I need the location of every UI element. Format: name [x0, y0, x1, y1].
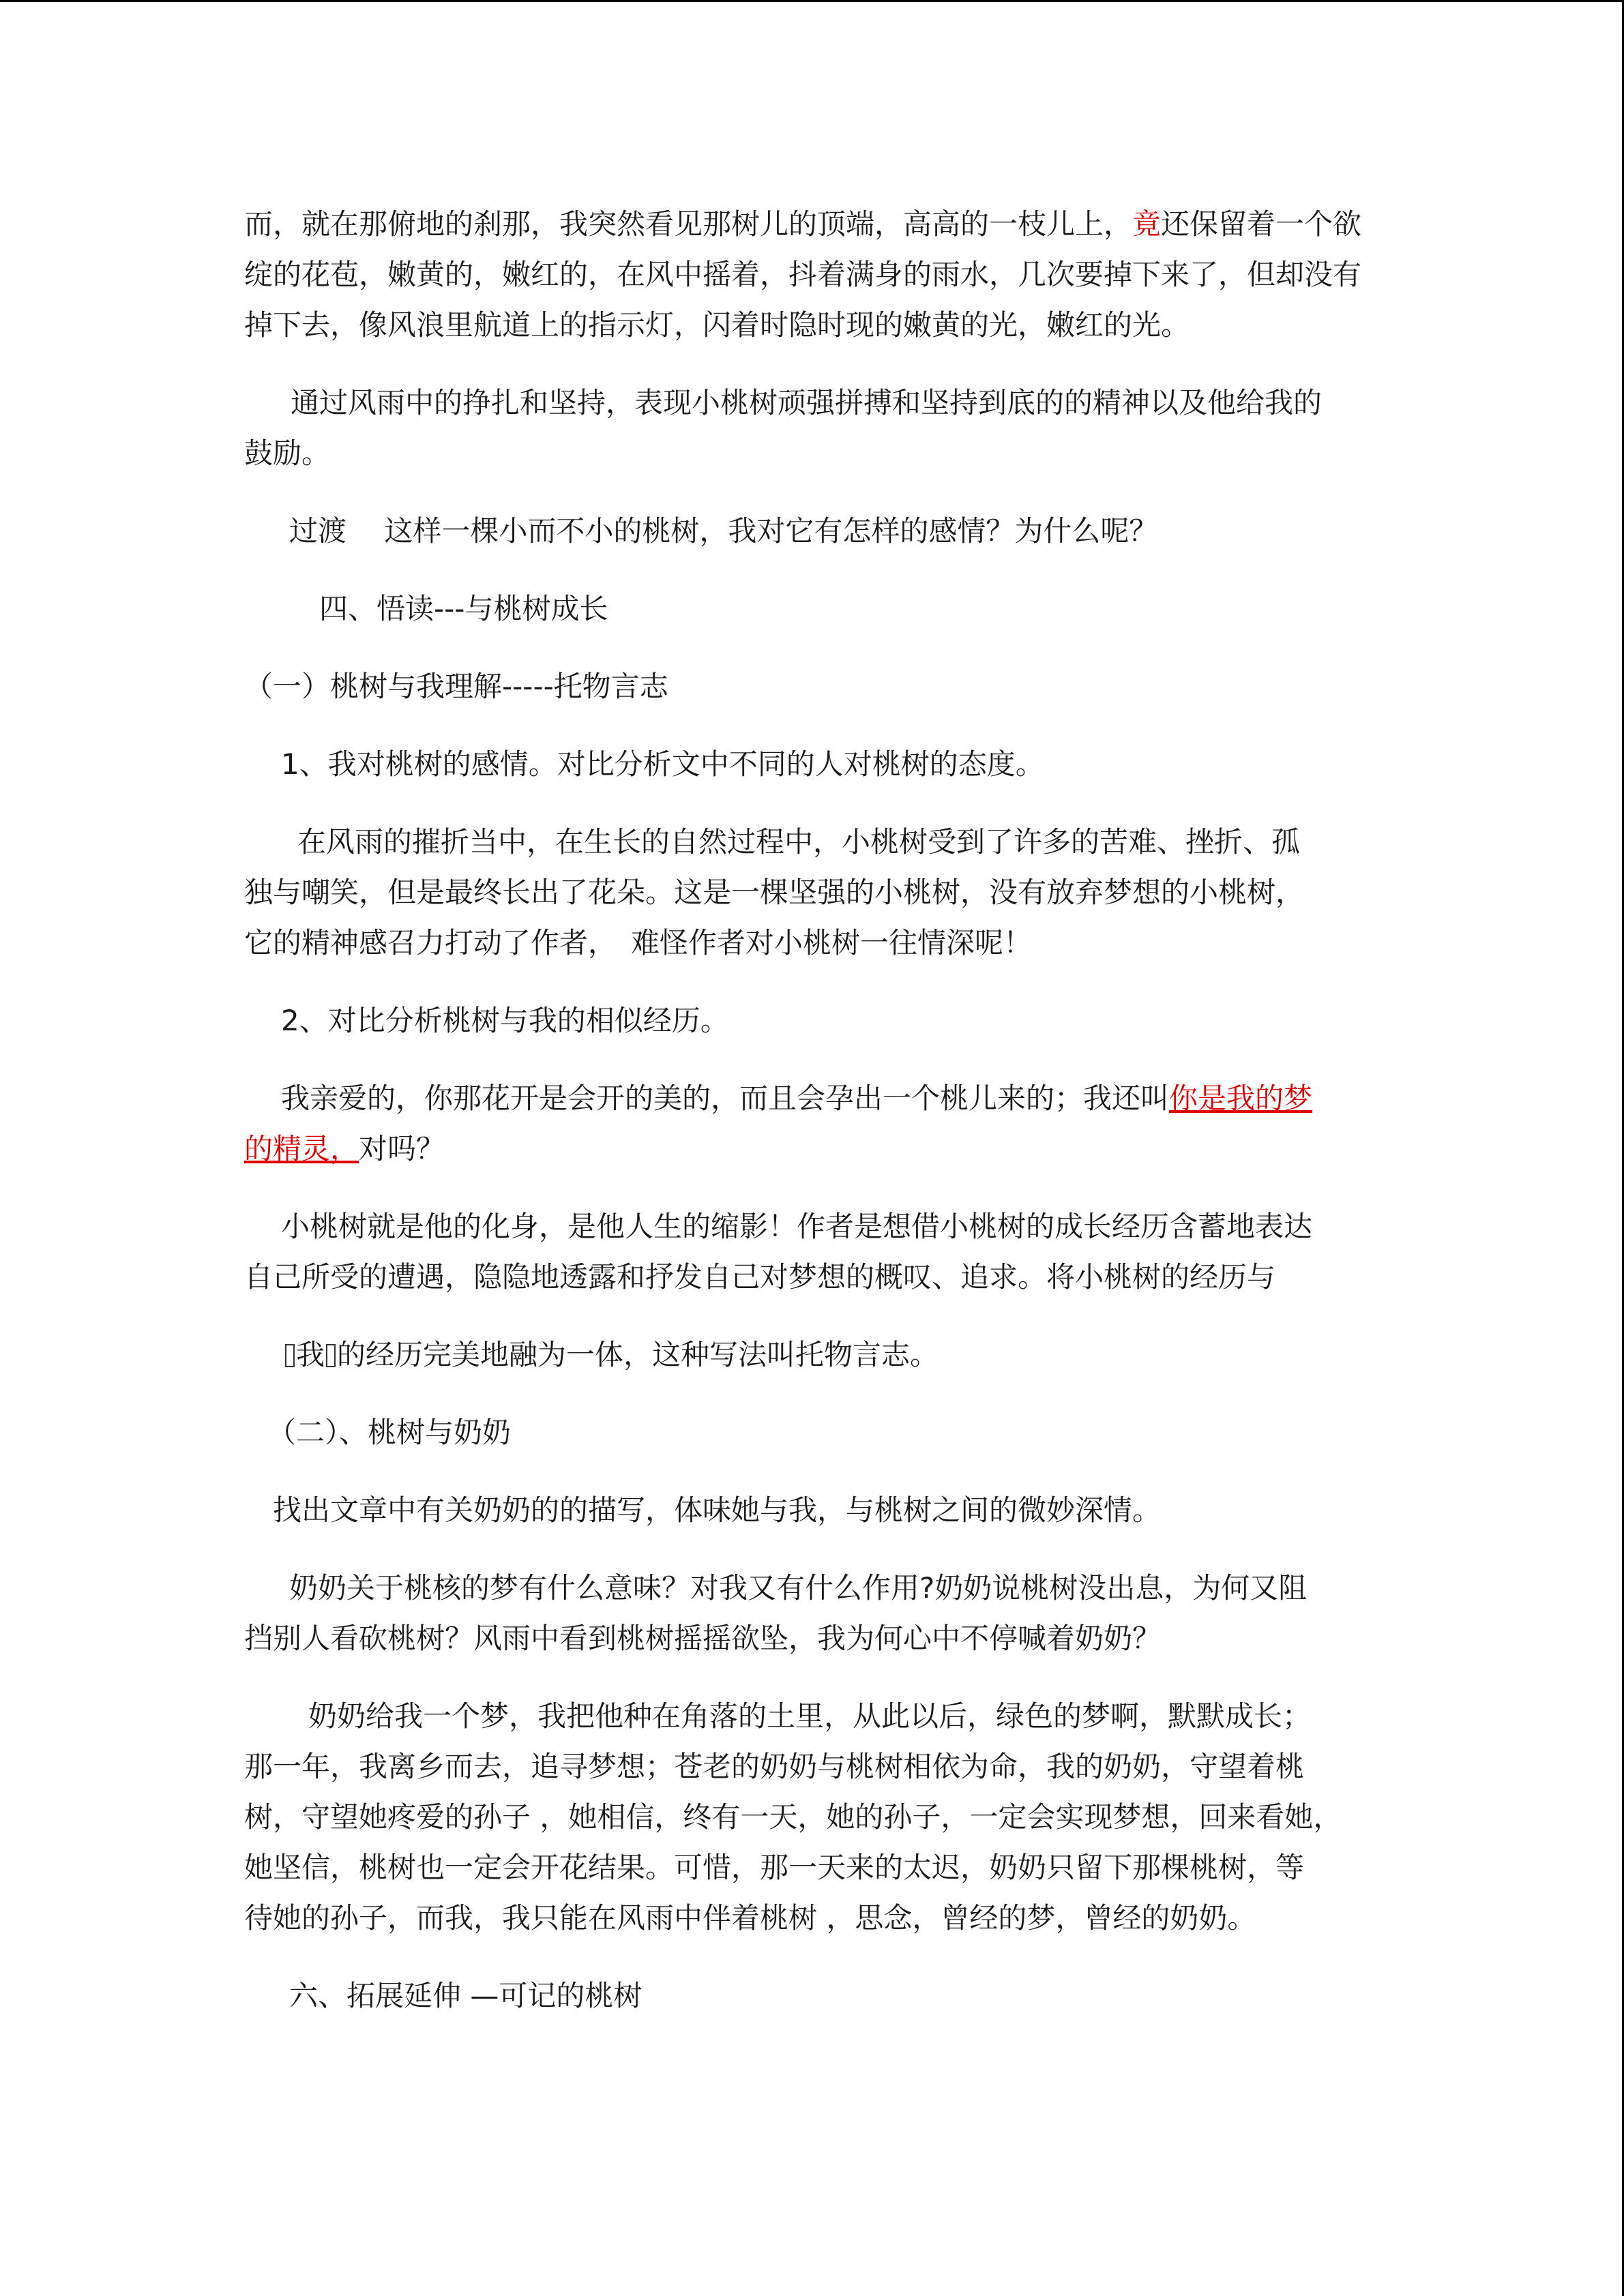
paragraph-dream-spirit — [244, 1073, 1390, 1174]
paragraph-struggle — [244, 378, 1390, 479]
text-line: 而，就在那俯地的刹那，我突然看见那树儿的顶端，高高的一枝儿上， — [244, 207, 1133, 241]
text-line: 奶奶关于桃核的梦有什么意味？对我又有什么作用?奶奶说桃树没出息，为何又阻 — [289, 1571, 1308, 1605]
highlighted-phrase: 你是我的梦 — [1169, 1082, 1313, 1115]
paragraph-bud-description — [244, 199, 1390, 351]
text-line: 还保留着一个欲 — [1161, 207, 1362, 241]
text-line: 我 — [296, 1338, 325, 1371]
missing-glyph-box — [326, 1344, 336, 1367]
text-line: 在风雨的摧折当中，在生长的自然过程中，小桃树受到了许多的苦难、挫折、孤 — [297, 825, 1301, 859]
text-line: 的经历完美地融为一体，这种写法叫托物言志。 — [337, 1338, 939, 1371]
highlighted-phrase: 的精灵， — [244, 1132, 359, 1165]
paragraph-grandma-questions — [244, 1563, 1390, 1664]
list-item-two: 2、对比分析桃树与我的相似经历。 — [281, 1004, 729, 1037]
paragraph-grandma-dream — [244, 1691, 1390, 1943]
paragraph-hardship — [244, 817, 1390, 968]
text-line: 她坚信，桃树也一定会开花结果。可惜，那一天来的太迟，奶奶只留下那棵桃树，等 — [244, 1851, 1305, 1884]
document-page — [244, 199, 1390, 2021]
list-item-one: 1、我对桃树的感情。对比分析文中不同的人对桃树的态度。 — [281, 747, 1044, 781]
text-line: 树，守望她疼爱的孙子 ，她相信，终有一天，她的孙子，一定会实现梦想，回来看她， — [244, 1800, 1342, 1834]
heading-section-four: 四、悟读---与桃树成长 — [319, 592, 608, 625]
page-top-border — [0, 0, 1624, 2]
subheading-peach-and-me: （一）桃树与我理解-----托物言志 — [244, 670, 668, 703]
text-line: 那一年，我离乡而去，追寻梦想；苍老的奶奶与桃树相依为命，我的奶奶，守望着桃 — [244, 1750, 1305, 1783]
highlighted-word: 竟 — [1132, 207, 1162, 241]
text-line: 自己所受的遭遇，隐隐地透露和抒发自己对梦想的概叹、追求。将小桃树的经历与 — [244, 1260, 1276, 1294]
text-line: 我亲爱的，你那花开是会开的美的，而且会孕出一个桃儿来的；我还叫 — [281, 1082, 1170, 1115]
text-line: 绽的花苞，嫩黄的，嫩红的，在风中摇着，抖着满身的雨水，几次要掉下来了，但却没有 — [244, 258, 1362, 291]
subheading-peach-and-grandma: （二）、桃树与奶奶 — [267, 1416, 512, 1449]
heading-section-six: 六、拓展延伸 —可记的桃树 — [289, 1979, 643, 2012]
paragraph-transition: 过渡 这样一棵小而不小的桃树，我对它有怎样的感情？为什么呢？ — [289, 514, 1158, 548]
text-line: 它的精神感召力打动了作者， 难怪作者对小桃树一往情深呢！ — [244, 926, 1033, 959]
text-line: 对吗？ — [359, 1132, 445, 1165]
text-line: 独与嘲笑，但是最终长出了花朵。这是一棵坚强的小桃树，没有放弃梦想的小桃树， — [244, 876, 1305, 909]
text-line: 挡别人看砍桃树？风雨中看到桃树摇摇欲坠，我为何心中不停喊着奶奶？ — [244, 1622, 1162, 1655]
text-line: 鼓励。 — [244, 436, 331, 470]
missing-glyph-box — [285, 1344, 295, 1367]
text-line: 通过风雨中的挣扎和坚持，表现小桃树顽强拼搏和坚持到底的的精神以及他给我的 — [291, 386, 1323, 419]
paragraph-merge — [244, 1330, 1390, 1380]
paragraph-incarnation — [244, 1202, 1390, 1302]
text-line: 待她的孙子，而我，我只能在风雨中伴着桃树 ，思念，曾经的梦，曾经的奶奶。 — [244, 1901, 1256, 1935]
paragraph-find-grandma: 找出文章中有关奶奶的的描写，体味她与我，与桃树之间的微妙深情。 — [273, 1493, 1162, 1527]
text-line: 掉下去，像风浪里航道上的指示灯，闪着时隐时现的嫩黄的光，嫩红的光。 — [244, 308, 1190, 342]
text-line: 小桃树就是他的化身，是他人生的缩影！作者是想借小桃树的成长经历含蓄地表达 — [281, 1210, 1313, 1243]
text-line: 奶奶给我一个梦，我把他种在角落的土里，从此以后，绿色的梦啊，默默成长； — [308, 1699, 1312, 1733]
